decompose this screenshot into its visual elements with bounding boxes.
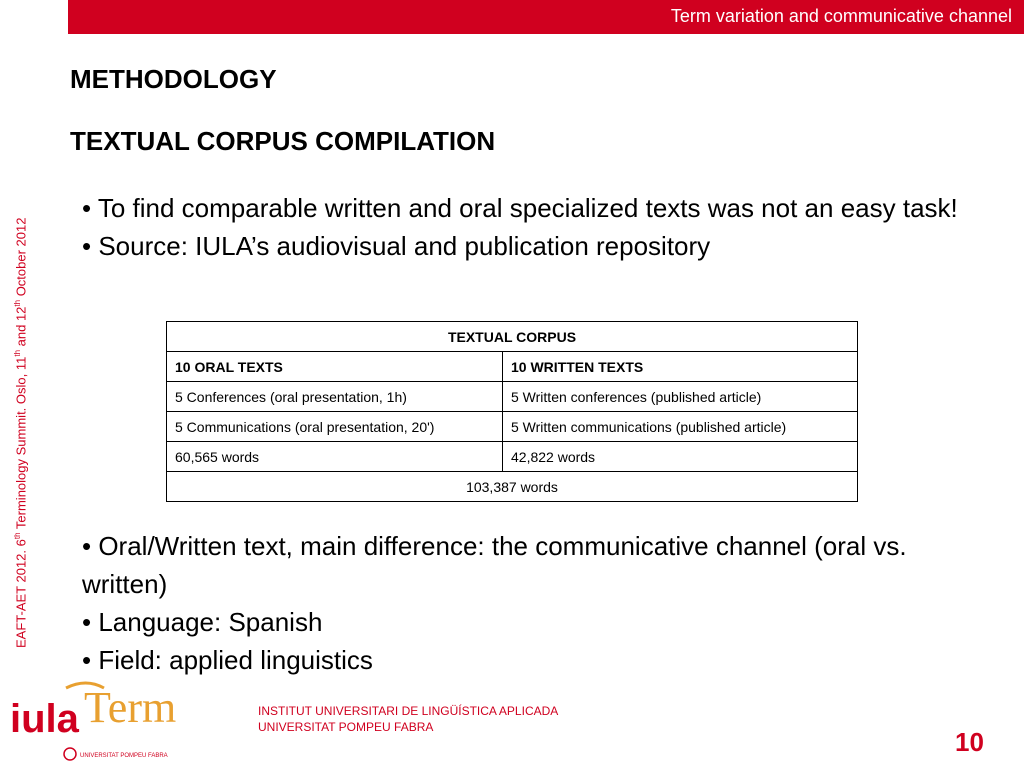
logo-university-text: UNIVERSITAT POMPEU FABRA	[80, 753, 168, 759]
bullet-item: • Field: applied linguistics	[82, 645, 373, 675]
table-title-row	[167, 322, 858, 352]
table-total-row	[167, 472, 858, 502]
side-caption-part2: Terminology Summit. Oslo, 11	[13, 356, 29, 533]
table-header-oral: 10 ORAL TEXTS	[167, 352, 503, 382]
bottom-bullet-list	[82, 527, 962, 679]
institute-name	[258, 703, 558, 735]
institute-line-1: INSTITUT UNIVERSITARI DE LINGÜÍSTICA APLICADA	[258, 704, 559, 718]
iula-term-logo	[8, 680, 228, 764]
logo-term-text: Term	[84, 683, 177, 732]
table-cell: 5 Written communications (published article)	[503, 412, 858, 442]
institute-line-2: UNIVERSITAT POMPEU FABRA	[258, 720, 434, 734]
bullet-item: • Oral/Written text, main difference: the communicative channel (oral vs. written)	[82, 531, 907, 599]
side-caption-part3: and 12	[13, 306, 29, 350]
slide-subheading: TEXTUAL CORPUS COMPILATION	[70, 126, 496, 156]
side-caption-sup3: th	[13, 299, 22, 307]
table-total: 103,387 words	[167, 472, 858, 502]
table-cell: 42,822 words	[503, 442, 858, 472]
header-title: Term variation and communicative channel	[670, 6, 1012, 26]
table-title: TEXTUAL CORPUS	[167, 322, 858, 352]
upf-seal-icon	[64, 748, 76, 760]
table-row	[167, 442, 858, 472]
table-row	[167, 382, 858, 412]
corpus-table	[166, 321, 858, 502]
table-cell: 5 Conferences (oral presentation, 1h)	[167, 382, 503, 412]
side-caption	[6, 168, 30, 648]
table-cell: 60,565 words	[167, 442, 503, 472]
header-bar	[68, 0, 1024, 34]
table-header-row	[167, 352, 858, 382]
side-caption-sup2: th	[13, 349, 22, 357]
logo-iula-text: iula	[10, 697, 79, 741]
bullet-item: • To find comparable written and oral specialized texts was not an easy task!	[82, 193, 958, 223]
page-number: 10	[955, 727, 984, 757]
bullet-item: • Source: IULA’s audiovisual and publication repository	[82, 231, 711, 261]
iula-term-logo-graphic	[8, 680, 228, 764]
top-bullet-list	[82, 189, 962, 265]
table-row	[167, 412, 858, 442]
side-caption-part4: October 2012	[13, 217, 29, 300]
bullet-item: • Language: Spanish	[82, 607, 323, 637]
table-cell: 5 Written conferences (published article)	[503, 382, 858, 412]
slide-heading: METHODOLOGY	[70, 64, 277, 94]
side-caption-sup1: th	[13, 532, 22, 540]
table-cell: 5 Communications (oral presentation, 20')	[167, 412, 503, 442]
side-caption-part1: EAFT-AET 2012. 6	[13, 539, 29, 648]
table-header-written: 10 WRITTEN TEXTS	[503, 352, 858, 382]
